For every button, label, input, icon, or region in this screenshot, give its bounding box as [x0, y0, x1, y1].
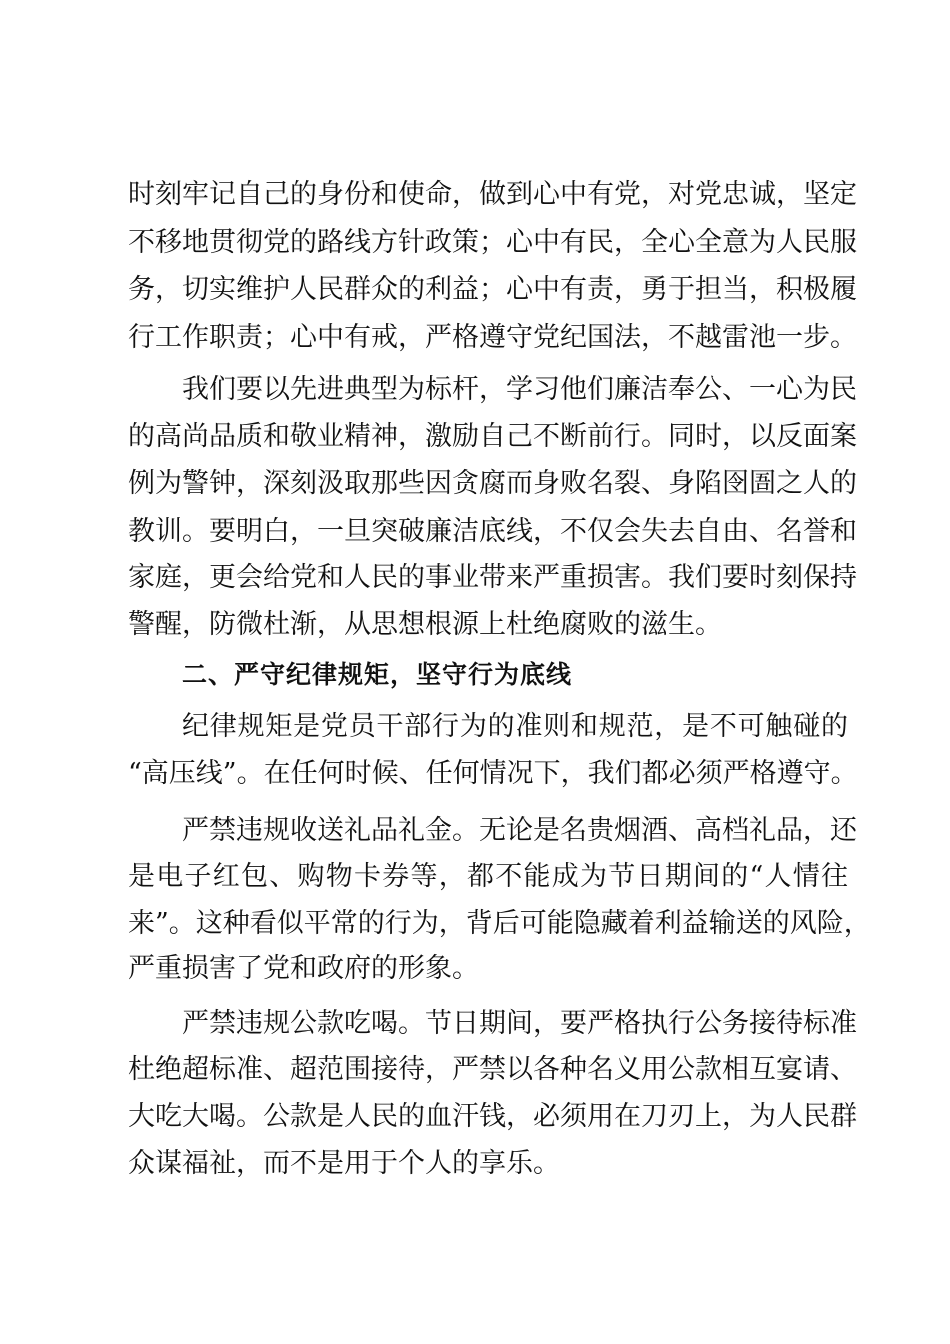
text-line: 的高尚品质和敬业精神，激励自己不断前行。同时，以反面案 — [128, 421, 857, 452]
text-line: 众谋福祉，而不是用于个人的享乐。 — [128, 1148, 560, 1179]
text-line: 家庭，更会给党和人民的事业带来严重损害。我们要时刻保持 — [128, 562, 857, 593]
text-line: 严重损害了党和政府的形象。 — [128, 953, 479, 984]
text-line: 不移地贯彻党的路线方针政策；心中有民，全心全意为人民服 — [128, 227, 857, 258]
text-line: 纪律规矩是党员干部行为的准则和规范，是不可触碰的 — [182, 711, 848, 742]
text-line: 行工作职责；心中有戒，严格遵守党纪国法，不越雷池一步。 — [128, 322, 857, 353]
text-line: 严禁违规公款吃喝。节日期间，要严格执行公务接待标准 — [182, 1008, 857, 1039]
section-heading: 二、严守纪律规矩，坚守行为底线 — [182, 660, 573, 689]
text-line: 我们要以先进典型为标杆，学习他们廉洁奉公、一心为民 — [182, 374, 857, 405]
text-line: 严禁违规收送礼品礼金。无论是名贵烟酒、高档礼品，还 — [182, 815, 857, 846]
text-line: 务，切实维护人民群众的利益；心中有责，勇于担当，积极履 — [128, 274, 857, 305]
text-line: 是电子红包、购物卡券等，都不能成为节日期间的“人情往 — [128, 861, 848, 892]
text-line: 来”。这种看似平常的行为，背后可能隐藏着利益输送的风险， — [128, 908, 871, 939]
text-line: 大吃大喝。公款是人民的血汗钱，必须用在刀刃上，为人民群 — [128, 1101, 857, 1132]
text-line: 杜绝超标准、超范围接待，严禁以各种名义用公款相互宴请、 — [128, 1054, 857, 1085]
text-line: 时刻牢记自己的身份和使命，做到心中有党，对党忠诚，坚定 — [128, 179, 857, 210]
text-line: “高压线”。在任何时候、任何情况下，我们都必须严格遵守。 — [128, 758, 858, 789]
text-line: 警醒，防微杜渐，从思想根源上杜绝腐败的滋生。 — [128, 609, 722, 640]
text-line: 教训。要明白，一旦突破廉洁底线，不仅会失去自由、名誉和 — [128, 516, 857, 547]
text-line: 例为警钟，深刻汲取那些因贪腐而身败名裂、身陷囹圄之人的 — [128, 468, 857, 499]
